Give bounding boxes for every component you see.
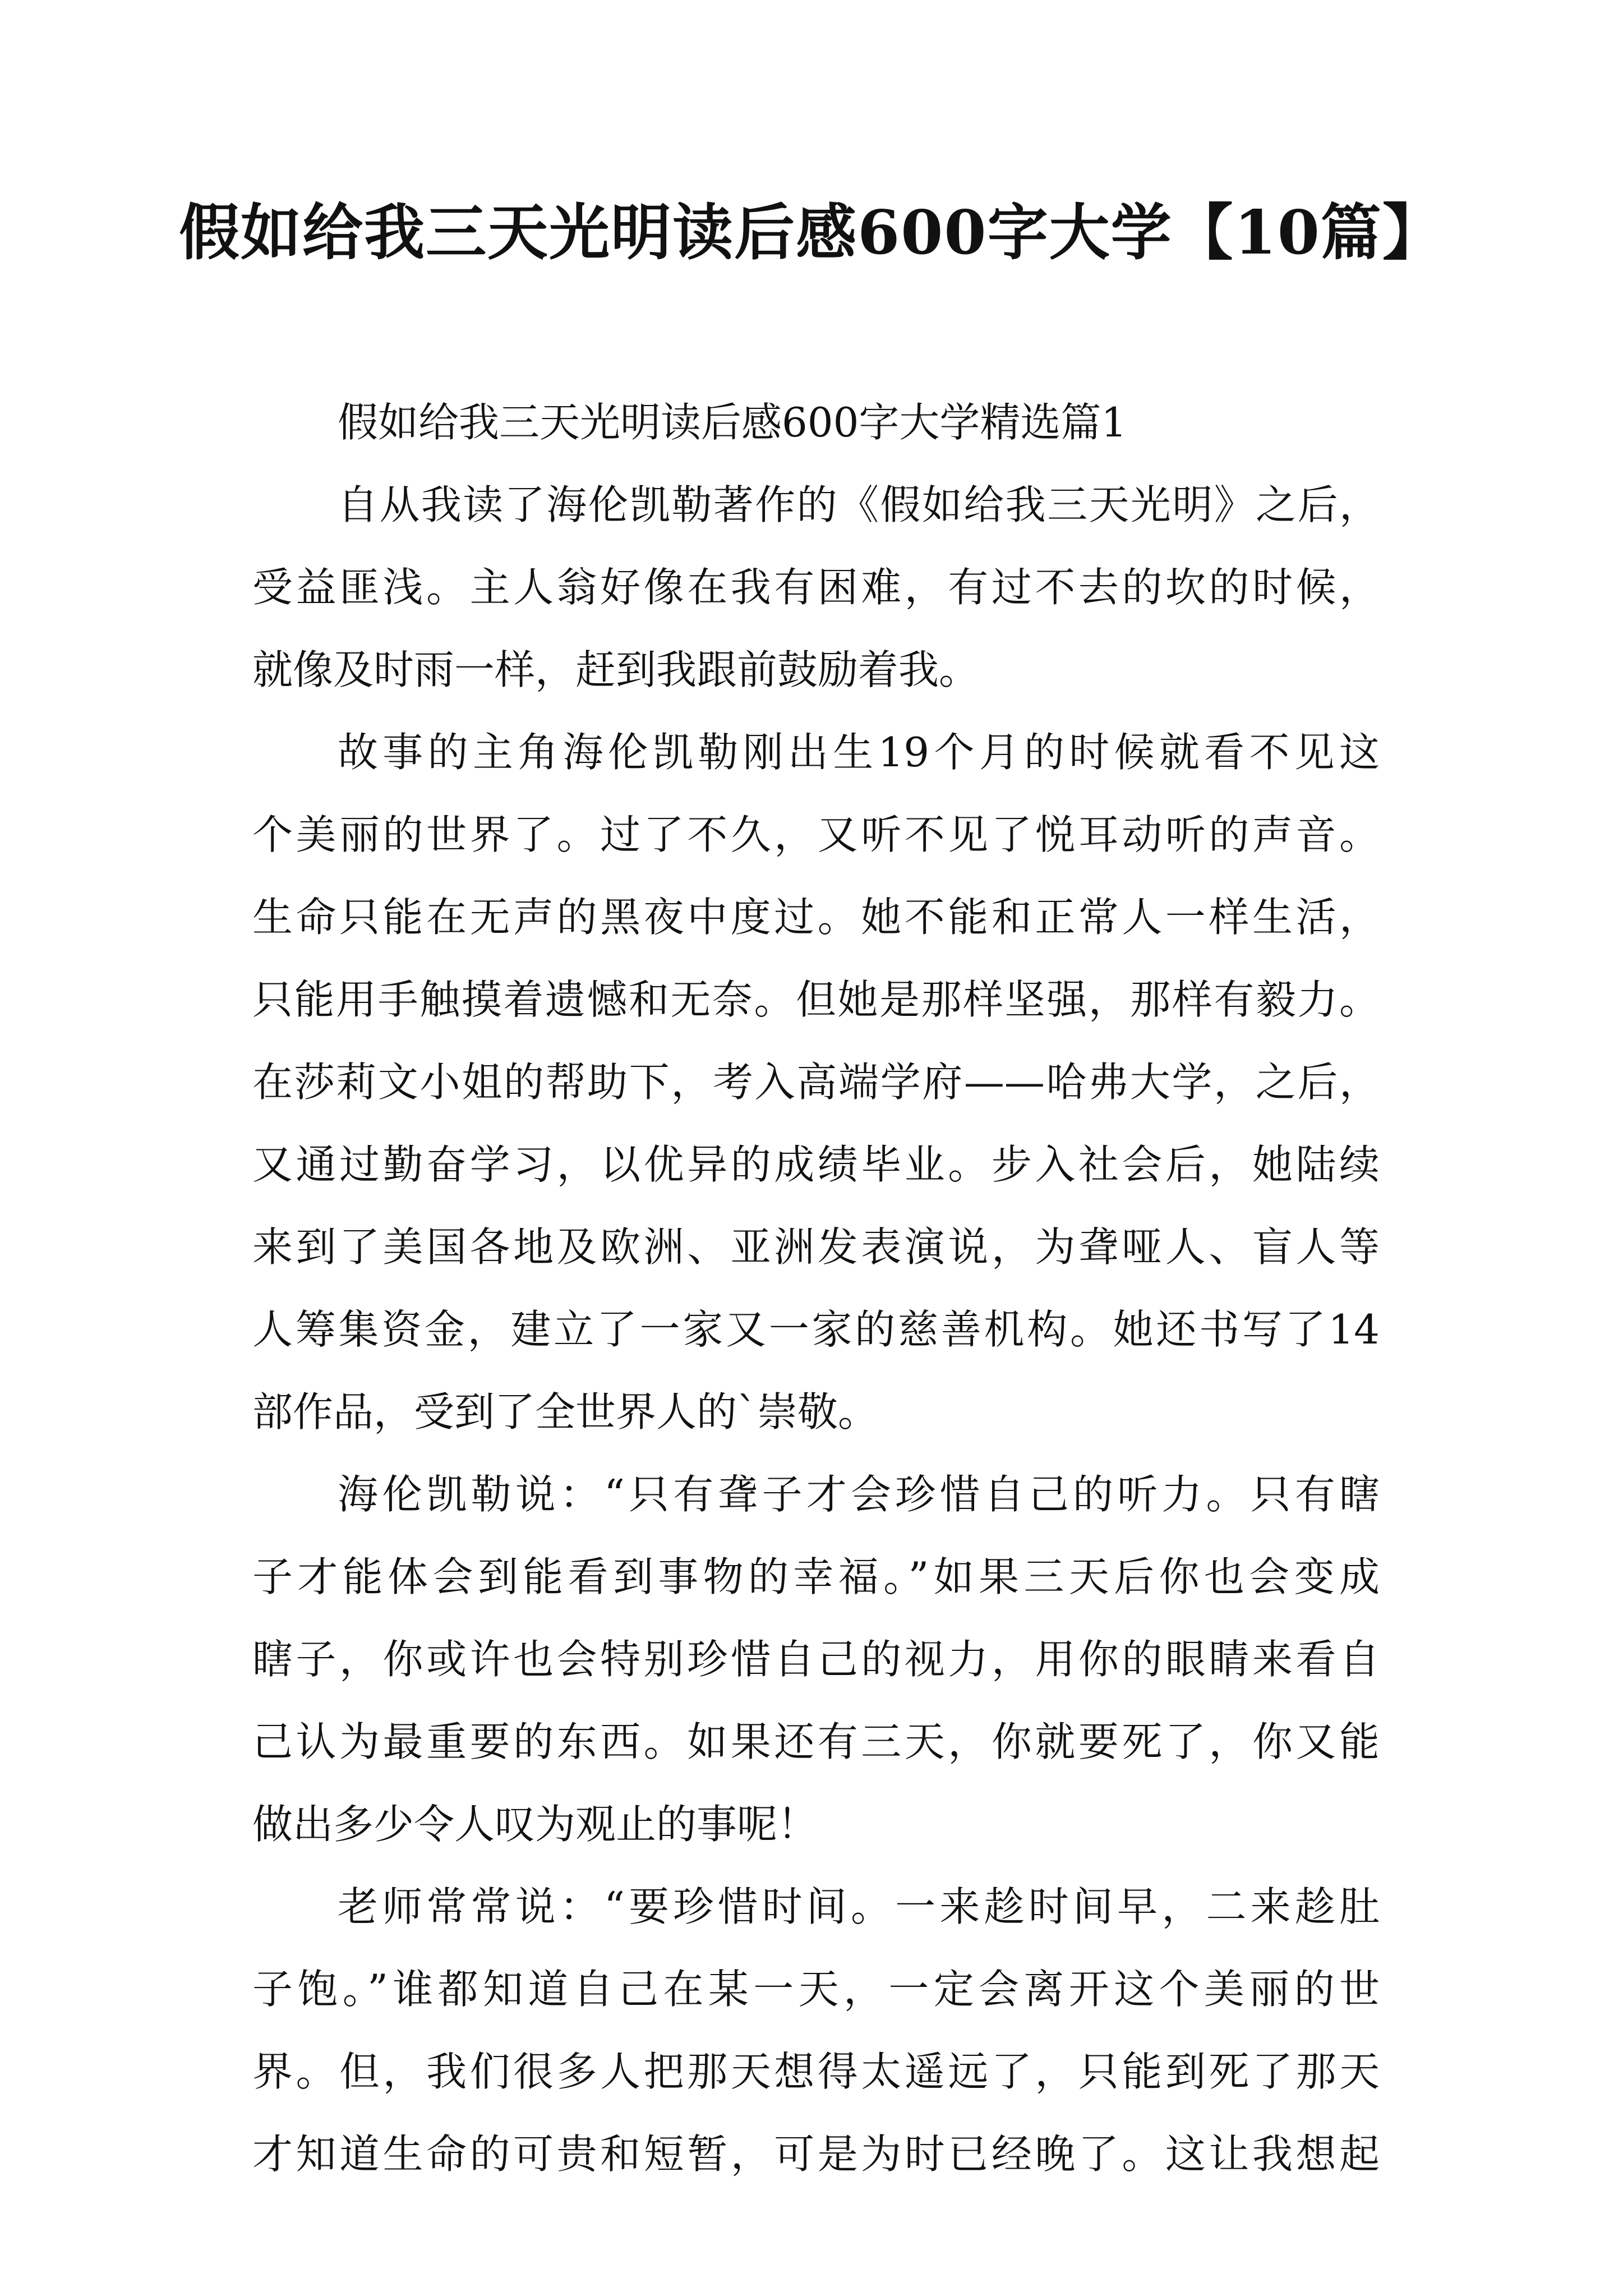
body-line: 才知道生命的可贵和短暂，可是为时已经晚了。这让我想起 <box>252 2131 1380 2178</box>
document-title: 假如给我三天光明读后感600字大学【10篇】 <box>179 197 1444 268</box>
body-line: 子才能体会到能看到事物的幸福。”如果三天后你也会变成 <box>252 1553 1380 1600</box>
body-line: 就像及时雨一样，赶到我跟前鼓励着我。 <box>252 646 980 693</box>
body-line: 故事的主角海伦凯勒刚出生19个月的时候就看不见这 <box>338 729 1380 776</box>
document-body <box>252 381 1380 2196</box>
body-line: 受益匪浅。主人翁好像在我有困难，有过不去的坎的时候， <box>252 564 1380 611</box>
body-line: 在莎莉文小姐的帮助下，考入高端学府——哈弗大学，之后， <box>252 1059 1380 1106</box>
body-line: 子饱。”谁都知道自己在某一天，一定会离开这个美丽的世 <box>252 1966 1380 2013</box>
body-line: 海伦凯勒说：“只有聋子才会珍惜自己的听力。只有瞎 <box>338 1471 1380 1518</box>
body-line: 自从我读了海伦凯勒著作的《假如给我三天光明》之后， <box>338 481 1380 528</box>
body-line: 界。但，我们很多人把那天想得太遥远了，只能到死了那天 <box>252 2048 1380 2095</box>
body-line: 个美丽的世界了。过了不久，又听不见了悦耳动听的声音。 <box>252 811 1380 858</box>
body-line: 部作品，受到了全世界人的`崇敬。 <box>252 1388 879 1435</box>
body-line: 又通过勤奋学习，以优异的成绩毕业。步入社会后，她陆续 <box>252 1141 1380 1188</box>
body-line: 来到了美国各地及欧洲、亚洲发表演说，为聋哑人、盲人等 <box>252 1223 1380 1271</box>
body-line: 做出多少令人叹为观止的事呢！ <box>252 1801 818 1848</box>
body-line: 人筹集资金，建立了一家又一家的慈善机构。她还书写了14 <box>252 1306 1380 1353</box>
body-line: 己认为最重要的东西。如果还有三天，你就要死了，你又能 <box>252 1718 1380 1765</box>
body-line: 老师常常说：“要珍惜时间。一来趁时间早，二来趁肚 <box>338 1883 1380 1930</box>
body-line: 生命只能在无声的黑夜中度过。她不能和正常人一样生活， <box>252 894 1380 941</box>
body-line: 假如给我三天光明读后感600字大学精选篇1 <box>338 399 1127 446</box>
body-line: 只能用手触摸着遗憾和无奈。但她是那样坚强，那样有毅力。 <box>252 976 1380 1023</box>
body-line: 瞎子，你或许也会特别珍惜自己的视力，用你的眼睛来看自 <box>252 1636 1380 1683</box>
